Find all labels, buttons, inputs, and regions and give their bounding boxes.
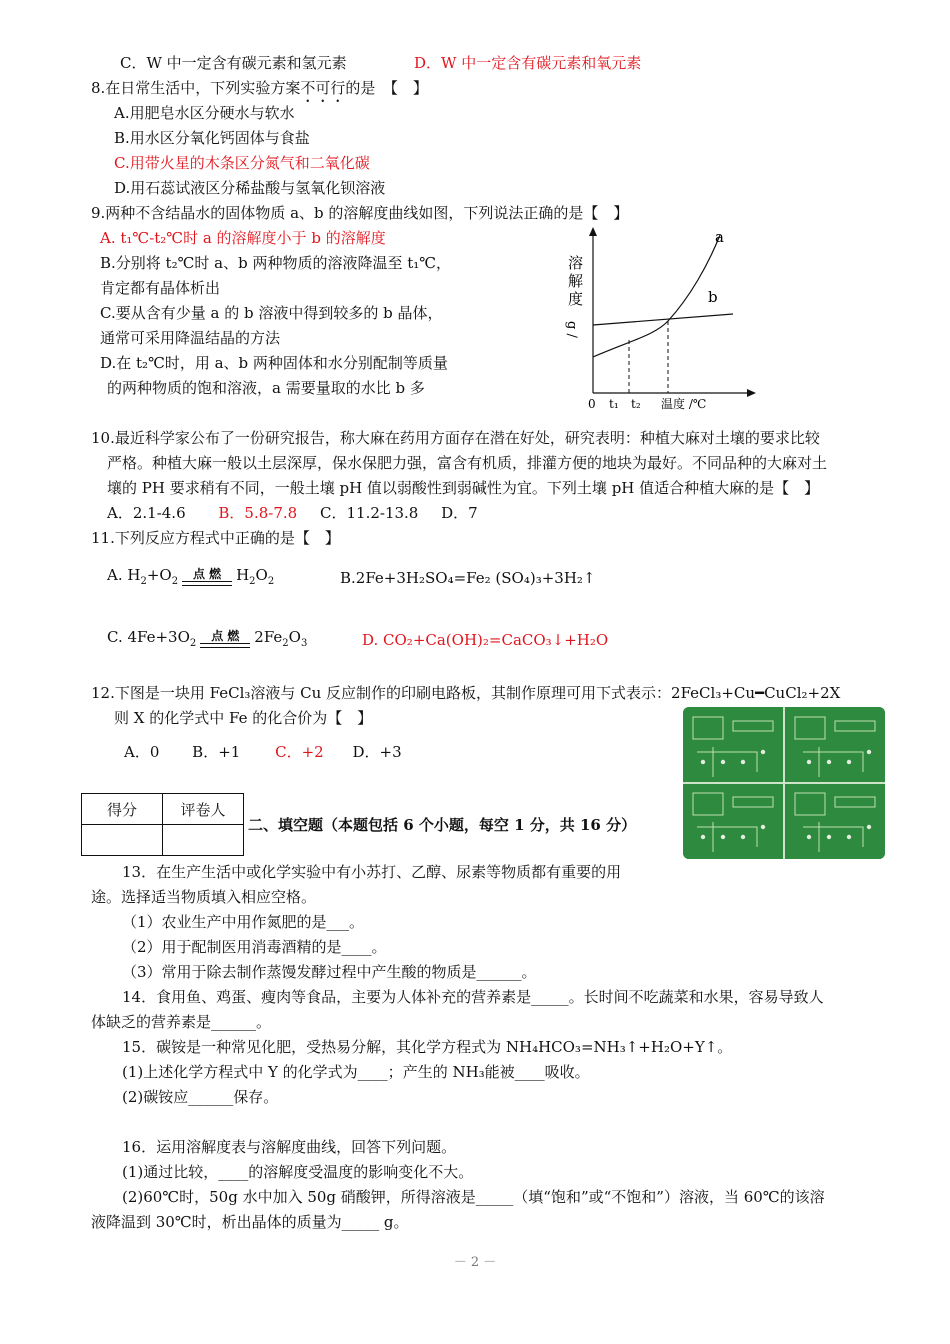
- solubility-graph: [560, 225, 760, 417]
- q9-option-c-cont: 通常可采用降温结晶的方法: [100, 329, 281, 347]
- q16-line-1: 16．运用溶解度表与溶解度曲线，回答下列问题。: [122, 1138, 457, 1156]
- q12-line-1: 12.下图是一块用 FeCl₃溶液与 Cu 反应制作的印刷电路板，其制作原理可用下式表示：2FeCl₃+Cu━CuCl₂+2X: [91, 684, 841, 702]
- q8-stem-text: 8.在日常生活中，下列实验方案: [91, 79, 301, 97]
- q11-option-a: A. $H_2+O_2$ 点 燃 $H_2O_2$: [107, 566, 275, 587]
- q11-c-condition-text: 点 燃: [211, 628, 240, 643]
- score-header: 得分: [82, 794, 163, 825]
- curve-b: [593, 314, 733, 325]
- q9-option-b-cont: 肯定都有晶体析出: [100, 279, 221, 297]
- q9-option-d-cont: 的两种物质的饱和溶液，a 需要量取的水比 b 多: [107, 379, 425, 397]
- q16-sub-2-cont: 液降温到 30℃时，析出晶体的质量为_____ g。: [91, 1213, 409, 1231]
- circuit-board-drawing: [683, 707, 885, 859]
- q11-c-condition: [200, 629, 250, 648]
- x-axis-label: 温度 /℃: [661, 397, 707, 411]
- q12-option-d: D．+3: [352, 743, 402, 761]
- q12-line-2: 则 X 的化学式中 Fe 的化合价为【 】: [114, 709, 373, 727]
- q15-sub-2: (2)碳铵应______保存。: [122, 1088, 279, 1106]
- score-cell[interactable]: [82, 825, 163, 856]
- curve-a-label: a: [715, 228, 724, 246]
- q12-option-b: B．+1: [192, 743, 241, 761]
- q8-option-c: C.用带火星的木条区分氮气和二氧化碳: [114, 154, 370, 172]
- t1-label: t₁: [609, 397, 619, 411]
- grader-cell[interactable]: [163, 825, 244, 856]
- q9-option-a: A. t₁℃-t₂℃时 a 的溶解度小于 b 的溶解度: [100, 229, 386, 247]
- y-unit: g /: [564, 321, 579, 338]
- q10-option-b: B．5.8-7.8: [218, 504, 298, 522]
- q8-stem-end: 的是 【 】: [345, 79, 428, 97]
- q13-line-1: 13．在生产生活中或化学实验中有小苏打、乙醇、尿素等物质都有重要的用: [122, 863, 622, 881]
- t2-label: t₂: [631, 397, 641, 411]
- q7-option-d: D．W 中一定含有碳元素和氧元素: [414, 54, 642, 72]
- q12-option-c: C．+2: [275, 743, 324, 761]
- curve-b-label: b: [708, 288, 718, 306]
- q10-options: [107, 503, 478, 523]
- q11-a-condition-text: 点 燃: [192, 566, 222, 581]
- y-axis-arrow: [589, 227, 597, 236]
- q8-option-a: A.用肥皂水区分硬水与软水: [114, 104, 295, 122]
- curve-a: [593, 235, 720, 357]
- q13-sub-3: （3）常用于除去制作蒸馒发酵过程中产生酸的物质是______。: [122, 963, 537, 981]
- q10-option-d: D．7: [441, 504, 478, 522]
- q10-option-c: C．11.2-13.8: [320, 504, 419, 522]
- q8-stem: [91, 78, 428, 106]
- q12-option-a: A．0: [124, 743, 160, 761]
- grader-header: 评卷人: [163, 794, 244, 825]
- q15-sub-1: (1)上述化学方程式中 Y 的化学式为____；产生的 NH₃能被____吸收。: [122, 1063, 590, 1081]
- q16-sub-2: (2)60℃时，50g 水中加入 50g 硝酸钾，所得溶液是_____（填“饱和”或“不饱和”）溶液，当 60℃的该溶: [122, 1188, 825, 1206]
- origin-label: 0: [588, 397, 596, 411]
- x-axis-arrow: [747, 389, 756, 397]
- q16-sub-1: (1)通过比较，____的溶解度受温度的影响变化不大。: [122, 1163, 474, 1181]
- q9-option-d: D.在 t₂℃时，用 a、b 两种固体和水分别配制等质量: [100, 354, 448, 372]
- q10-line-1: 10.最近科学家公布了一份研究报告，称大麻在药用方面存在潜在好处，研究表明：种植大麻对土壤的要求比较: [91, 429, 820, 447]
- page-number: － 2 －: [453, 1255, 497, 1270]
- q13-sub-2: （2）用于配制医用消毒酒精的是____。: [122, 938, 387, 956]
- q11-a-condition: [182, 567, 232, 586]
- q10-option-a: A．2.1-4.6: [107, 504, 186, 522]
- y-label-1: 溶: [568, 254, 584, 272]
- q7-option-c: C．W 中一定含有碳元素和氢元素: [120, 54, 347, 72]
- section-2-title: 二、填空题（本题包括 6 个小题，每空 1 分，共 16 分）: [248, 816, 637, 834]
- q15-line-1: 15．碳铵是一种常见化肥，受热易分解，其化学方程式为 NH₄HCO₃=NH₃↑+H₂O+Y↑。: [122, 1038, 733, 1056]
- q8-emphasis: 不可行: [300, 79, 346, 97]
- q11-option-b: B.2Fe+3H₂SO₄=Fe₂ (SO₄)₃+3H₂↑: [340, 569, 596, 587]
- q8-option-d: D.用石蕊试液区分稀盐酸与氢氧化钡溶液: [114, 179, 386, 197]
- q11-option-d: D. CO₂+Ca(OH)₂=CaCO₃↓+H₂O: [362, 631, 609, 649]
- q10-line-2: 严格。种植大麻一般以土层深厚，保水保肥力强，富含有机质，排灌方便的地块为最好。不同品种的大麻对土: [107, 454, 828, 472]
- circuit-board-image: [683, 707, 885, 859]
- q11-option-c: C. $4Fe+3O_2$ 点 燃 $2Fe_2O_3$: [107, 628, 308, 649]
- q13-line-2: 途。选择适当物质填入相应空格。: [91, 888, 317, 906]
- q11-stem: 11.下列反应方程式中正确的是【 】: [91, 529, 340, 547]
- y-label-3: 度: [568, 290, 584, 308]
- q13-sub-1: （1）农业生产中用作氮肥的是___。: [122, 913, 365, 931]
- q14-line-2: 体缺乏的营养素是______。: [91, 1013, 272, 1031]
- q9-stem: 9.两种不含结晶水的固体物质 a、b 的溶解度曲线如图，下列说法正确的是【 】: [91, 204, 629, 222]
- q8-option-b: B.用水区分氧化钙固体与食盐: [114, 129, 310, 147]
- score-table: [81, 793, 244, 856]
- q9-option-c: C.要从含有少量 a 的 b 溶液中得到较多的 b 晶体，: [100, 304, 443, 322]
- q12-options: [124, 742, 402, 762]
- q9-option-b: B.分别将 t₂℃时 a、b 两种物质的溶液降温至 t₁℃，: [100, 254, 452, 272]
- y-label-2: 解: [568, 272, 584, 290]
- q14-line-1: 14．食用鱼、鸡蛋、瘦肉等食品，主要为人体补充的营养素是_____。长时间不吃蔬菜和水果，容易导致人: [122, 988, 824, 1006]
- q10-line-3: 壤的 PH 要求稍有不同，一般土壤 pH 值以弱酸性到弱碱性为宜。下列土壤 pH 值适合种植大麻的是【 】: [107, 479, 820, 497]
